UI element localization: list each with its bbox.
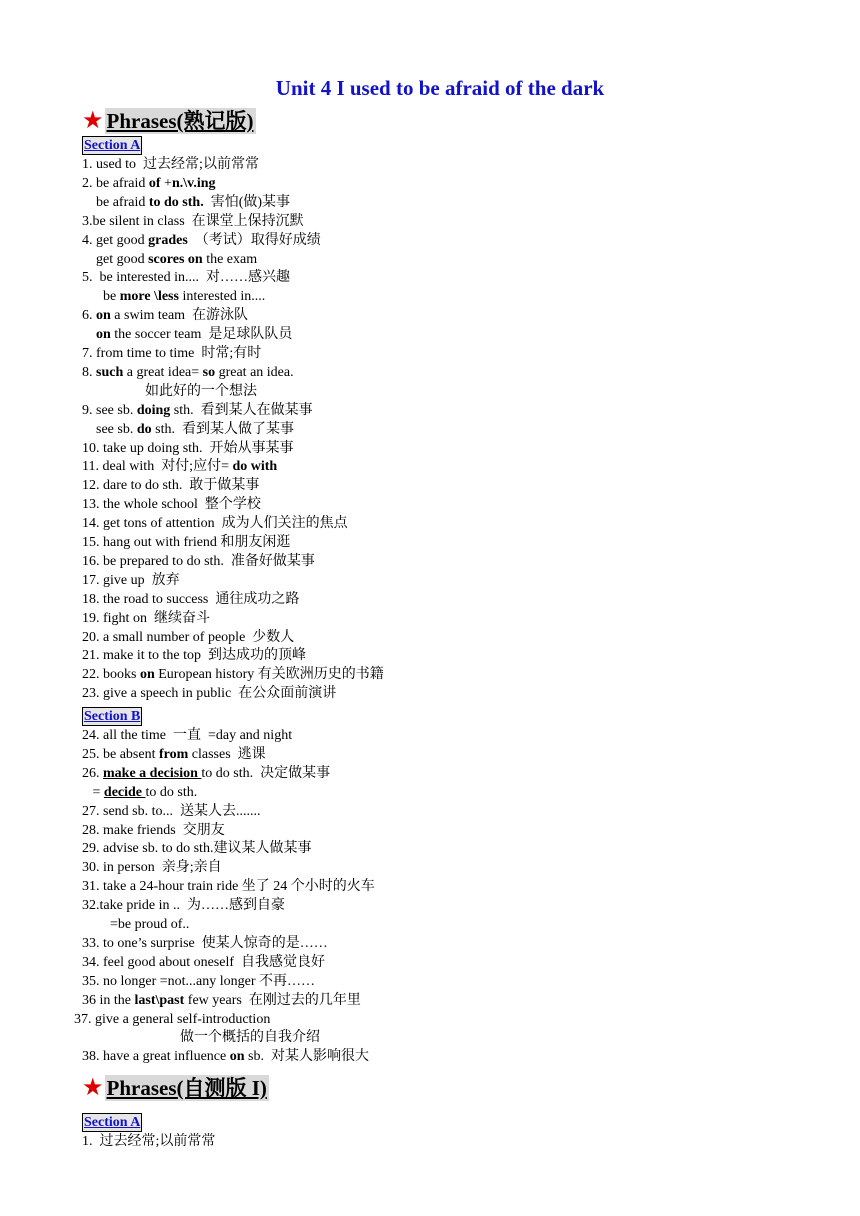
phrase-text: 17. give up 放弃 [82,572,180,588]
phrase-line [82,954,325,972]
phrase-line [82,878,375,896]
phrase-line [82,591,299,609]
phrase-line [82,175,216,193]
phrase-line [82,859,222,877]
phrase-text: 1. 过去经常;以前常常 [82,1134,216,1149]
phrase-text: such [96,364,124,380]
phrase-text [82,327,96,342]
phrase-text: make a decision [103,765,202,781]
phrase-line [82,534,290,552]
phrase-text: the soccer team 是足球队队员 [110,327,293,343]
phrase-text: so [202,364,216,380]
phrase-line [82,288,265,306]
page-title: Unit 4 I used to be afraid of the dark [275,76,605,100]
phrase-text: 24. all the time 一直 =day and night [82,728,293,743]
star-icon: ★ [82,1075,104,1101]
phrase-text: 28. make friends 交朋友 [82,822,225,838]
phrase-line [82,572,180,590]
phrase-text: doing [136,402,171,418]
phrase-text: 如此好的一个想法 [82,383,257,399]
phrase-line [82,746,266,764]
phrase-text: scores on [148,251,203,267]
phrase-line [82,897,285,915]
phrase-text: 3.be silent in class 在课堂上保持沉默 [82,213,304,229]
phrase-text: 23. give a speech in public 在公众面前演讲 [82,686,337,702]
phrase-text: = [82,784,104,800]
phrase-line [82,727,292,745]
section-a-label: Section A [84,138,141,153]
phrase-line [82,822,225,840]
phrase-text: on [96,327,111,343]
phrase-line [82,477,259,495]
phrase-text: + [160,175,172,191]
phrase-text: sb. 对某人影响很大 [244,1049,369,1065]
phrase-line [82,553,315,571]
phrase-line [82,629,294,647]
phrase-text: great an idea. [215,364,294,380]
phrases-heading-selftest [82,1074,269,1102]
phrases-heading-memorize [82,107,256,135]
phrase-text: 20. a small number of people 少数人 [82,629,295,645]
phrase-text: 2. be afraid [82,175,149,191]
phrase-line [82,935,328,953]
phrase-line [82,213,304,231]
phrase-text: 9. see sb. [82,402,137,418]
phrase-line [82,1133,215,1151]
phrase-text: =be proud of.. [82,917,190,932]
phrase-line [82,666,384,684]
phrase-text: 33. to one’s surprise 使某人惊奇的是…… [82,935,328,951]
phrase-line [82,973,315,991]
phrase-line [82,440,294,458]
phrase-text: see sb. [82,421,137,437]
phrase-text: do with [232,459,278,475]
phrase-text: 26. [82,765,103,781]
phrase-text: a swim team 在游泳队 [110,308,249,324]
phrase-text: 13. the whole school 整个学校 [82,497,261,513]
phrase-text: on [139,667,155,683]
phrase-line [82,269,290,287]
phrase-line [74,1011,270,1029]
phrase-text: classes 逃课 [188,746,266,762]
phrase-text: 7. from time to time 时常;有时 [82,346,262,361]
phrase-text: n.\v.ing [171,175,216,191]
phrase-text: on [96,308,111,324]
phrase-line [82,916,189,934]
phrase-text: 21. make it to the top 到达成功的顶峰 [82,648,306,664]
phrase-line [82,402,313,420]
phrase-text: sth. 看到某人在做某事 [170,402,313,418]
heading-text: Phrases(熟记版) [106,109,254,133]
phrase-text: 37. give a general self-introduction [74,1011,271,1027]
phrase-text: 4. get good [82,232,149,248]
phrase-text: to do sth. [145,784,198,800]
phrase-text: 6. [82,308,96,324]
phrase-text: from [158,746,189,762]
phrase-text: do [136,421,152,437]
phrase-line [82,685,336,703]
phrase-text: get good [82,251,149,267]
phrase-text: 12. dare to do sth. 敢于做某事 [82,478,260,494]
phrase-text: the exam [202,251,258,267]
phrase-line [82,251,257,269]
phrase-text: sth. 看到某人做了某事 [151,421,294,437]
phrase-text: 做一个概括的自我介绍 [82,1030,320,1046]
phrase-text: 10. take up doing sth. 开始从事某事 [82,440,294,456]
phrase-text: on [229,1049,245,1065]
phrase-line [82,232,321,250]
phrase-text: 8. [82,364,96,380]
phrase-line [82,496,261,514]
phrase-text: to do sth. 决定做某事 [201,765,331,781]
phrase-text: few years 在刚过去的几年里 [184,992,361,1008]
phrase-text: grades [148,232,188,248]
phrase-text: 19. fight on 继续奋斗 [82,610,210,626]
phrase-line [82,345,261,363]
phrase-text: of [148,175,161,191]
phrase-text: 32.take pride in .. 为……感到自豪 [82,898,285,914]
phrase-line [82,784,197,802]
phrase-line [82,421,294,439]
phrase-line [82,610,210,628]
phrase-line [82,307,248,325]
section-b-label: Section B [84,709,141,724]
phrase-line [82,803,261,821]
phrase-text: more \less [119,289,179,305]
section-a-label-selftest: Section A [84,1115,141,1130]
phrase-line [82,156,259,174]
phrase-text: 18. the road to success 通往成功之路 [82,591,300,607]
phrase-text: interested in.... [178,289,266,305]
phrase-text: be [82,289,120,305]
phrase-text: 14. get tons of attention 成为人们关注的焦点 [82,516,348,532]
phrase-line [82,1048,369,1066]
phrase-text: be afraid [82,194,149,210]
phrase-text: （考试）取得好成绩 [187,232,321,248]
phrase-text: 25. be absent [82,746,159,762]
phrase-text: 1. used to 过去经常;以前常常 [82,157,259,172]
phrase-line [82,840,311,858]
phrase-text: 36 in the [82,992,135,1008]
heading-text: Phrases(自测版 I) [106,1076,267,1100]
phrase-text: 29. advise sb. to do sth.建议某人做某事 [82,841,312,857]
phrase-line [82,515,348,533]
star-icon: ★ [82,108,104,134]
phrase-text: to do sth. [148,194,204,210]
phrase-text: decide [103,784,146,800]
phrase-line [82,1029,320,1047]
phrase-text: 16. be prepared to do sth. 准备好做某事 [82,553,315,569]
phrase-line [82,458,277,476]
phrase-text: European history 有关欧洲历史的书籍 [154,667,384,683]
phrase-line [82,383,257,401]
phrase-text: 38. have a great influence [82,1049,230,1065]
phrase-line [82,992,361,1010]
phrase-text: 15. hang out with friend 和朋友闲逛 [82,535,291,550]
phrase-line [82,194,290,212]
phrase-text: 27. send sb. to... 送某人去....... [82,803,261,819]
phrase-text: 5. be interested in.... 对……感兴趣 [82,270,291,286]
phrase-text: a great idea= [123,364,203,380]
phrase-line [82,326,292,344]
phrase-text: 害怕(做)某事 [203,194,291,210]
phrase-text: 11. deal with 对付;应付= [82,459,233,475]
phrase-text: last\past [134,992,185,1008]
phrase-text: 34. feel good about oneself 自我感觉良好 [82,954,326,970]
phrase-text: 31. take a 24-hour train ride 坐了 24 个小时的火车 [82,879,375,895]
phrase-line [82,647,306,665]
phrase-line [82,765,330,783]
phrase-text: 22. books [82,667,140,683]
phrase-text: 35. no longer =not...any longer 不再…… [82,973,316,989]
phrase-text: 30. in person 亲身;亲自 [82,860,222,876]
phrase-line [82,364,294,382]
